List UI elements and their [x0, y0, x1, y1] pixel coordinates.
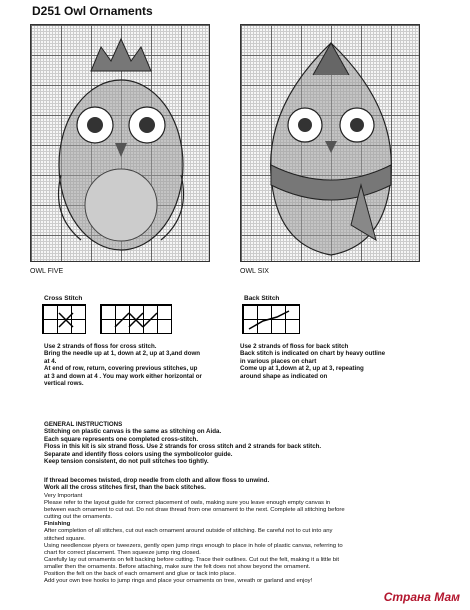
page-title: D251 Owl Ornaments	[32, 4, 153, 18]
cross-stitch-diagram-b	[100, 304, 172, 334]
text-line: chart for correct placement. Then squeeze jump ring closed.	[44, 549, 201, 556]
owl-five-label: OWL FIVE	[30, 268, 64, 275]
thread-instructions	[44, 477, 269, 492]
text-line: Add your own tree hooks to jump rings and place your ornaments on tree, wreath or garland and enjoy!	[44, 578, 313, 585]
text-line: vertical rows.	[44, 380, 84, 388]
cross-stitch-instructions	[44, 343, 202, 387]
text-line: At end of row, return, covering previous stitches, up	[44, 365, 198, 373]
text-line: Work all the cross stitches first, than the back stitches.	[44, 484, 206, 492]
section-heading: Very Important	[44, 493, 83, 499]
text-line: Bring the needle up at 1, down at 2, up at 3,and down	[44, 350, 201, 358]
important-section	[44, 493, 345, 585]
owl-six-pupil-left	[298, 118, 312, 132]
text-line: If thread becomes twisted, drop needle from cloth and allow floss to unwind.	[44, 477, 270, 484]
section-heading: GENERAL INSTRUCTIONS	[44, 421, 123, 428]
text-line: around shape as indicated on	[240, 372, 328, 380]
text-line: Carefully lay out ornaments on felt backing before cutting. Trace their outlines. Cut out the felt, making it a little bit	[44, 556, 340, 563]
section-heading: Finishing	[44, 521, 71, 528]
cross-stitch-label: Cross Stitch	[44, 295, 83, 302]
general-instructions	[44, 421, 321, 465]
back-stitch-diagram	[242, 304, 300, 334]
text-line: Come up at 1,down at 2, up at 3, repeating	[240, 365, 364, 373]
text-line: at 4.	[44, 357, 57, 365]
back-stitch-instructions	[240, 343, 385, 380]
text-line: Floss in this kit is six strand floss. Use 2 strands for cross stitch and 2 strands for back stitch.	[44, 443, 322, 451]
text-line: cutting out the ornaments.	[44, 514, 113, 521]
owl-five-pupil-left	[87, 117, 103, 133]
text-line: in various places on chart	[240, 357, 317, 365]
owl-six-label: OWL SIX	[240, 268, 269, 275]
text-line: Position the felt on the back of each ornament and glue or tack into place.	[44, 571, 236, 578]
owl-five-pupil-right	[139, 117, 155, 133]
owl-six-pupil-right	[350, 118, 364, 132]
text-line: Back stitch is indicated on chart by heavy outline	[240, 350, 386, 358]
text-line: between each ornament to cut out. Do not draw thread from one ornament to the next. Complete all stitching before	[44, 507, 345, 514]
text-line: Stitching on plastic canvas is the same as stitching on Aida.	[44, 428, 222, 436]
owl-five-chart	[30, 24, 210, 262]
text-line: After completion of all stitches, cut out each ornament around outside of stitching. Be careful not to cut into any	[44, 528, 333, 535]
owl-five-crown	[91, 39, 151, 71]
text-line: stitched square.	[44, 535, 86, 542]
text-line: Separate and identify floss colors using the symbol/color guide.	[44, 450, 233, 458]
text-line: at 3 and down at 4 . You may work either horizontal or	[44, 372, 202, 380]
owl-six-chart	[240, 24, 420, 262]
owl-six-pattern	[241, 25, 421, 263]
text-line: smaller then the ornaments. Before attaching, make sure the felt does not show beyond the ornament.	[44, 563, 311, 570]
text-line: Keep tension consistent, do not pull stitches too tightly.	[44, 458, 209, 466]
watermark-logo: Страна Мам	[383, 590, 460, 604]
text-line: Use 2 strands of floss for back stitch	[240, 343, 349, 350]
cross-stitch-diagram-a	[42, 304, 86, 334]
text-line: Using needlenose plyers or tweezers, gently open jump rings enough to place in hole of plastic canvas, referring to	[44, 542, 343, 549]
text-line: Each square represents one completed cross-stitch.	[44, 435, 199, 443]
owl-five-pattern	[31, 25, 211, 263]
back-stitch-label: Back Stitch	[244, 295, 280, 302]
text-line: Use 2 strands of floss for cross stitch.	[44, 343, 157, 350]
text-line: Please refer to the layout guide for correct placement of owls, making sure you leave enough empty canvas in	[44, 500, 331, 507]
owl-five-belly	[85, 169, 157, 241]
